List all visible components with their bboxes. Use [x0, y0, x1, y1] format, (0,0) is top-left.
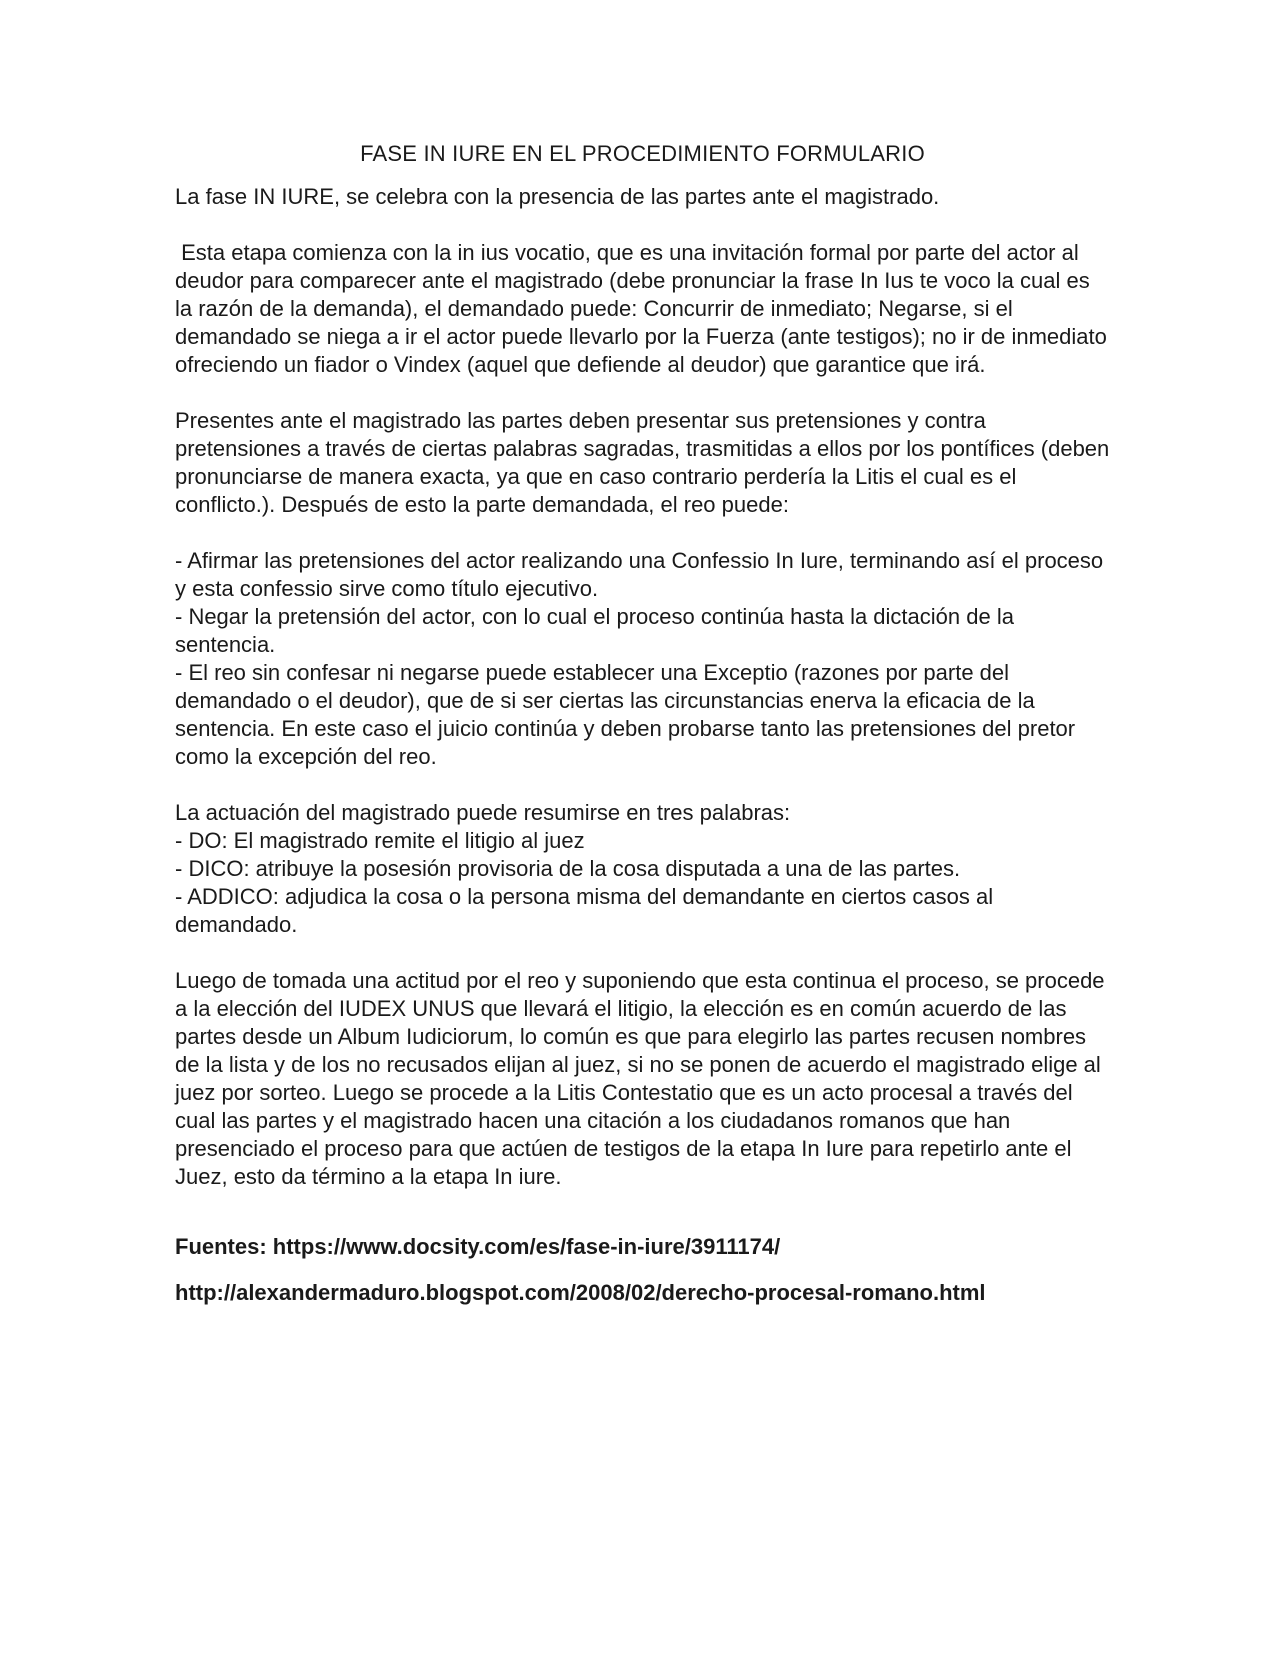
paragraph-in-ius-vocatio: Esta etapa comienza con la in ius vocatio, que es una invitación formal por parte del actor al deudor para comparecer ante el magistrado (debe pronunciar la frase In Ius te voco la cual es la razón de la demanda), el demandado puede: Concurrir de inmediato; Negarse, si el demandado se niega a ir el actor puede llevarlo por la Fuerza (ante testigos); no ir de inmediato ofreciendo un fiador o Vindex (aquel que defiende al deudor) que garantice que irá.: [175, 240, 1113, 377]
sources-line-2: http://alexandermaduro.blogspot.com/2008/02/derecho-procesal-romano.html: [175, 1280, 986, 1305]
document-title: FASE IN IURE EN EL PROCEDIMIENTO FORMULARIO: [360, 141, 925, 166]
list-item: - DICO: atribuye la posesión provisoria de la cosa disputada a una de las partes.: [175, 856, 961, 881]
list-item: - El reo sin confesar ni negarse puede establecer una Exceptio (razones por parte del demandado o el deudor), que de si ser ciertas las circunstancias enerva la eficacia de la sentencia. En este caso el juicio continúa y deben probarse tanto las pretensiones del pretor como la excepción del reo.: [175, 660, 1076, 769]
list-item: - ADDICO: adjudica la cosa o la persona misma del demandante en ciertos casos al demandado.: [175, 884, 994, 937]
list-item: - DO: El magistrado remite el litigio al juez: [175, 828, 585, 853]
paragraph-closing: Luego de tomada una actitud por el reo y suponiendo que esta continua el proceso, se procede a la elección del IUDEX UNUS que llevará el litigio, la elección es en común acuerdo de las partes desde un Album Iudiciorum, lo común es que para elegirlo las partes recusen nombres de la lista y de los no recusados elijan al juez, si no se ponen de acuerdo el magistrado elige al juez por sorteo. Luego se procede a la Litis Contestatio que es un acto procesal a través del cual las partes y el magistrado hacen una citación a los ciudadanos romanos que han presenciado el proceso para que actúen de testigos de la etapa In Iure para repetirlo ante el Juez, esto da término a la etapa In iure.: [175, 968, 1111, 1189]
sources-line-1: Fuentes: https://www.docsity.com/es/fase-in-iure/3911174/: [175, 1234, 781, 1259]
document-body: [175, 140, 1116, 1307]
list-item: - Negar la pretensión del actor, con lo cual el proceso continúa hasta la dictación de la sentencia.: [175, 604, 1014, 657]
magistrate-intro: La actuación del magistrado puede resumirse en tres palabras:: [175, 800, 791, 825]
list-item: - Afirmar las pretensiones del actor realizando una Confessio In Iure, terminando así el proceso y esta confessio sirve como título ejecutivo.: [175, 548, 1104, 601]
magistrate-words-section: [175, 799, 1110, 939]
paragraph-pretensiones: Presentes ante el magistrado las partes deben presentar sus pretensiones y contra pretensiones a través de ciertas palabras sagradas, trasmitidas a ellos por los pontífices (deben pronunciarse de manera exacta, ya que en caso contrario perdería la Litis el cual es el conflicto.). Después de esto la parte demandada, el reo puede:: [175, 408, 1116, 517]
paragraph-intro: La fase IN IURE, se celebra con la presencia de las partes ante el magistrado.: [175, 184, 940, 209]
reo-options-list: [175, 547, 1110, 771]
